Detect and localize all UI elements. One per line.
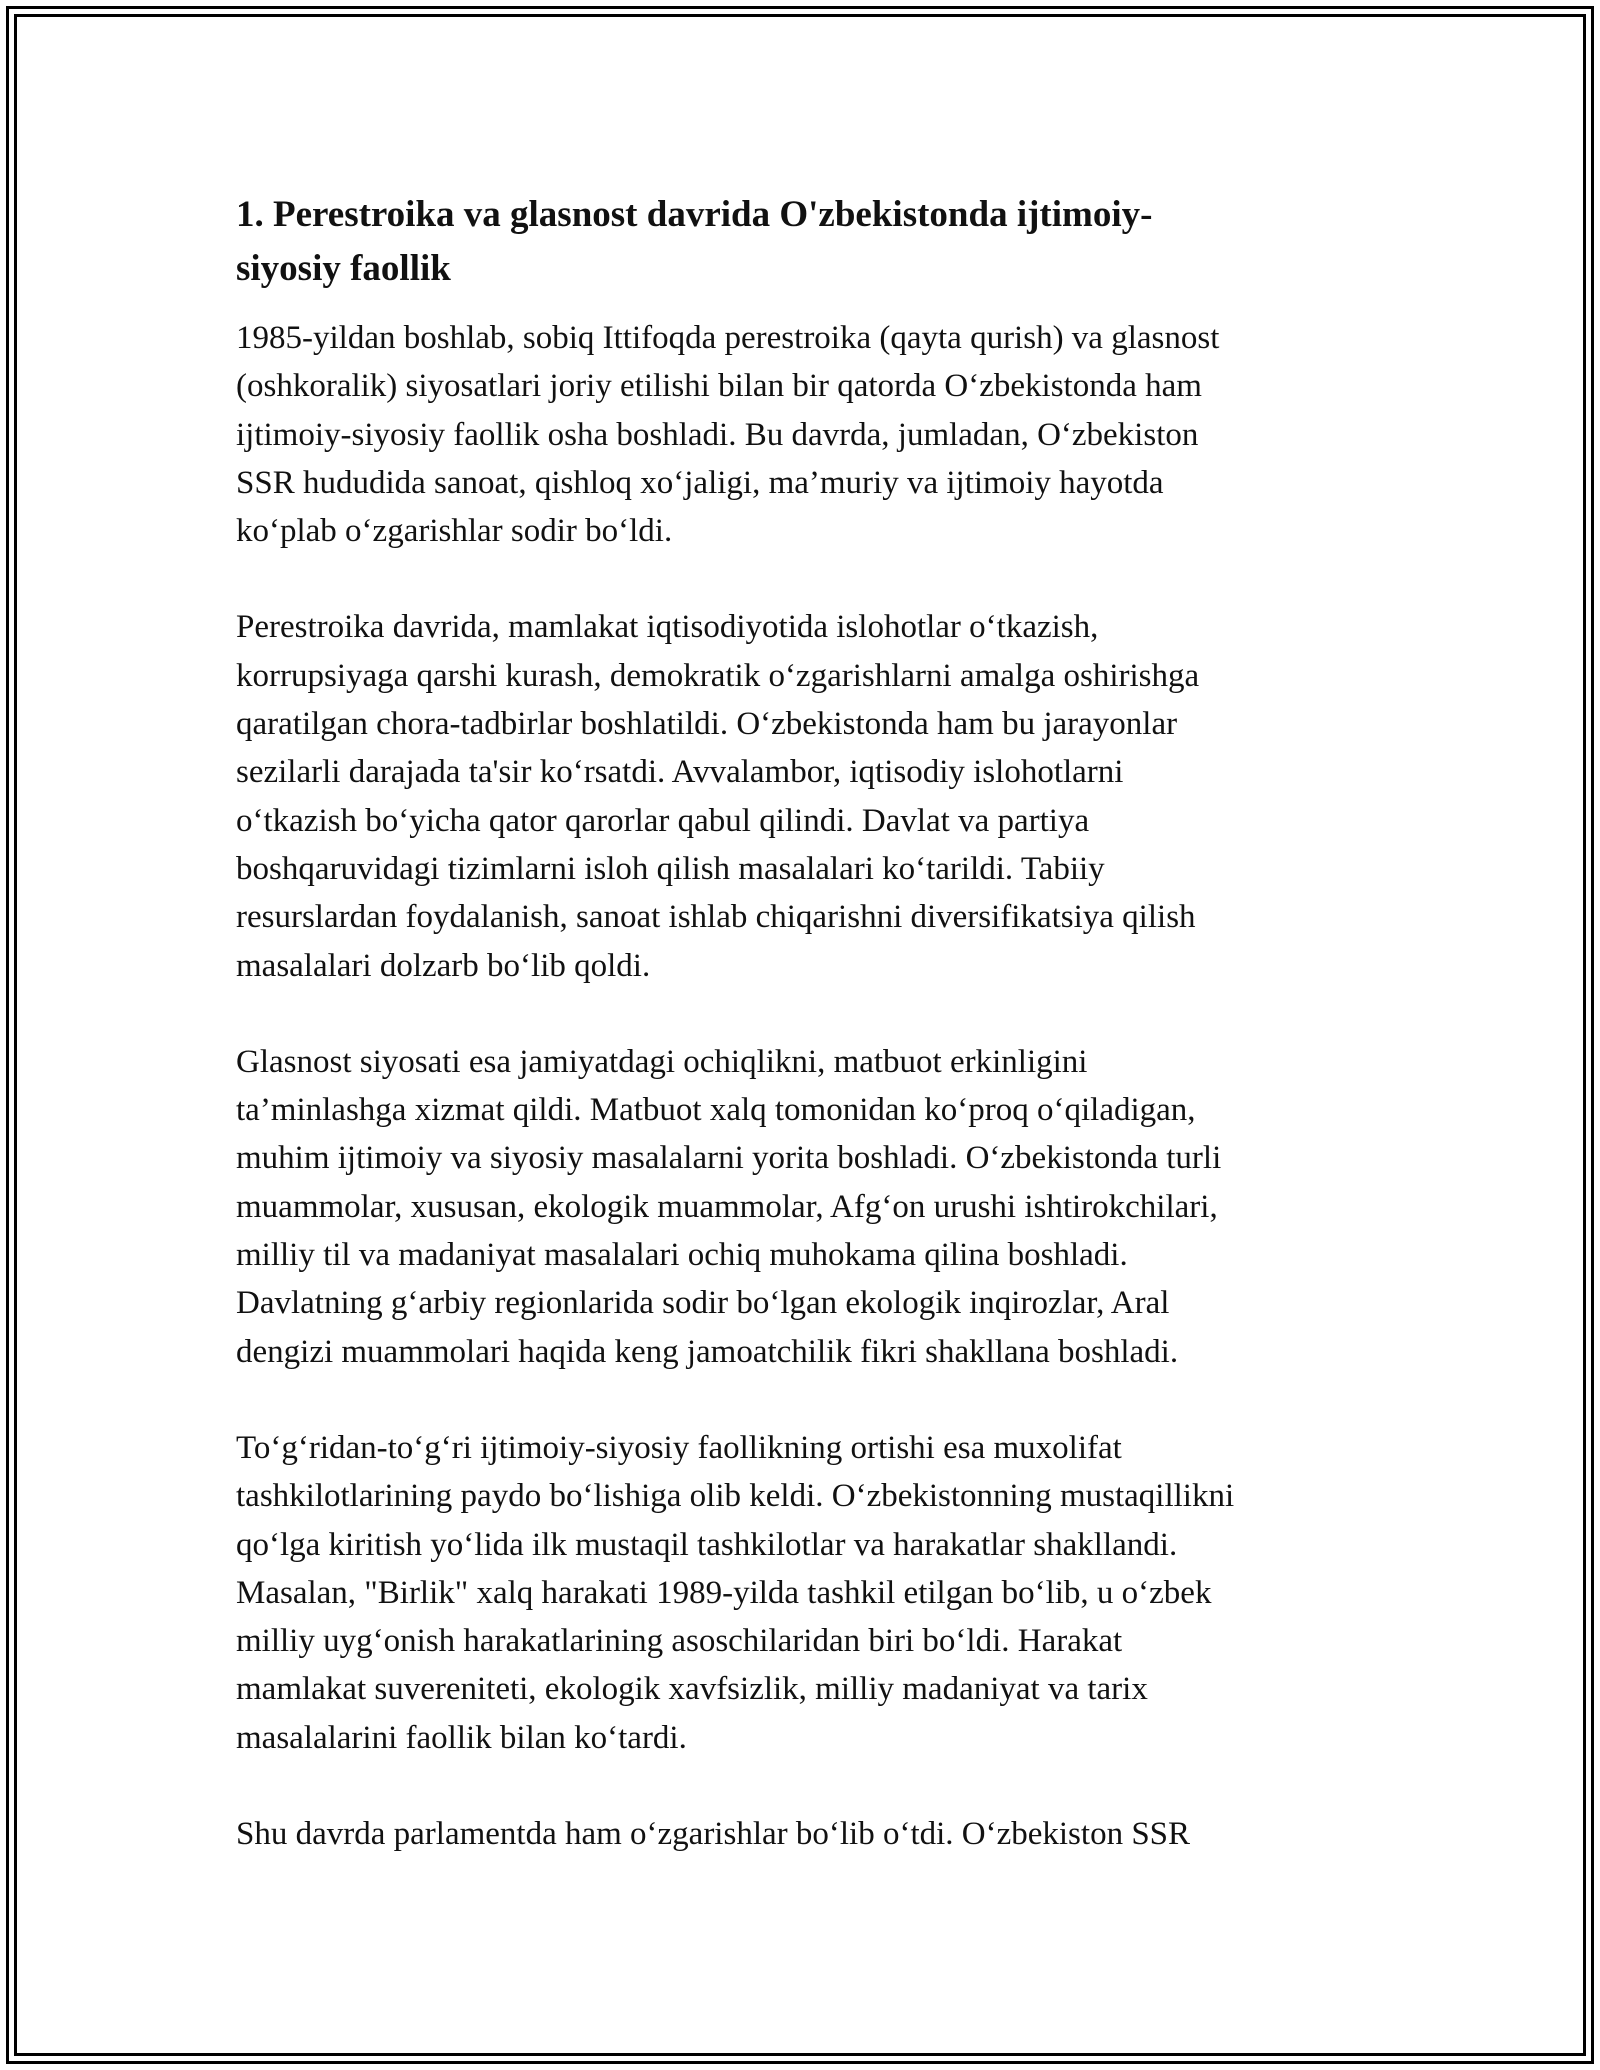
text-line: milliy uyg‘onish harakatlarining asoschilaridan biri bo‘ldi. Harakat (236, 1623, 1123, 1660)
text-line: (oshkoralik) siyosatlari joriy etilishi bilan bir qatorda O‘zbekistonda ham (236, 368, 1202, 405)
text-line: o‘tkazish bo‘yicha qator qarorlar qabul qilindi. Davlat va partiya (236, 802, 1090, 839)
paragraph-4 (236, 1424, 1366, 1762)
text-line: sezilarli darajada ta'sir ko‘rsatdi. Avvalambor, iqtisodiy islohotlarni (236, 754, 1124, 791)
heading-line: 1. Perestroika va glasnost davrida O'zbekistonda ijtimoiy- (236, 194, 1153, 235)
text-line: Perestroika davrida, mamlakat iqtisodiyotida islohotlar o‘tkazish, (236, 609, 1099, 646)
text-line: To‘g‘ridan-to‘g‘ri ijtimoiy-siyosiy faollikning ortishi esa muxolifat (236, 1429, 1122, 1466)
text-line: resurslardan foydalanish, sanoat ishlab chiqarishni diversifikatsiya qilish (236, 899, 1196, 936)
text-line: Masalan, "Birlik" xalq harakati 1989-yilda tashkil etilgan bo‘lib, u o‘zbek (236, 1574, 1212, 1611)
paragraph-1 (236, 314, 1366, 555)
text-line: mamlakat suvereniteti, ekologik xavfsizlik, milliy madaniyat va tarix (236, 1671, 1148, 1708)
text-line: Shu davrda parlamentda ham o‘zgarishlar bo‘lib o‘tdi. O‘zbekiston SSR (236, 1816, 1191, 1853)
paragraph-5 (236, 1810, 1366, 1858)
text-line: muammolar, xususan, ekologik muammolar, Afg‘on urushi ishtirokchilari, (236, 1188, 1218, 1225)
text-line: dengizi muammolari haqida keng jamoatchilik fikri shakllana boshladi. (236, 1333, 1179, 1370)
section-heading (236, 188, 1366, 296)
text-line: Davlatning g‘arbiy regionlarida sodir bo‘lgan ekologik inqirozlar, Aral (236, 1285, 1170, 1322)
text-line: masalalarini faollik bilan ko‘tardi. (236, 1719, 687, 1756)
text-line: masalalari dolzarb bo‘lib qoldi. (236, 947, 651, 984)
text-line: Glasnost siyosati esa jamiyatdagi ochiqlikni, matbuot erkinligini (236, 1043, 1088, 1080)
text-line: qaratilgan chora-tadbirlar boshlatildi. O‘zbekistonda ham bu jarayonlar (236, 706, 1178, 743)
text-line: tashkilotlarining paydo bo‘lishiga olib keldi. O‘zbekistonning mustaqillikni (236, 1478, 1235, 1515)
text-line: ko‘plab o‘zgarishlar sodir bo‘ldi. (236, 513, 673, 550)
text-line: milliy til va madaniyat masalalari ochiq muhokama qilina boshladi. (236, 1237, 1128, 1274)
document-body (236, 188, 1366, 1906)
paragraph-2 (236, 603, 1366, 989)
text-line: qo‘lga kiritish yo‘lida ilk mustaqil tashkilotlar va harakatlar shakllandi. (236, 1526, 1178, 1563)
text-line: korrupsiyaga qarshi kurash, demokratik o‘zgarishlarni amalga oshirishga (236, 657, 1200, 694)
text-line: muhim ijtimoiy va siyosiy masalalarni yorita boshladi. O‘zbekistonda turli (236, 1140, 1222, 1177)
text-line: ijtimoiy-siyosiy faollik osha boshladi. Bu davrda, jumladan, O‘zbekiston (236, 416, 1199, 453)
text-line: SSR hududida sanoat, qishloq xo‘jaligi, ma’muriy va ijtimoiy hayotda (236, 464, 1164, 501)
text-line: boshqaruvidagi tizimlarni isloh qilish masalalari ko‘tarildi. Tabiiy (236, 850, 1105, 887)
heading-line: siyosiy faollik (236, 248, 451, 289)
text-line: 1985-yildan boshlab, sobiq Ittifoqda perestroika (qayta qurish) va glasnost (236, 320, 1220, 356)
paragraph-3 (236, 1038, 1366, 1376)
text-line: ta’minlashga xizmat qildi. Matbuot xalq tomonidan ko‘proq o‘qiladigan, (236, 1092, 1196, 1129)
